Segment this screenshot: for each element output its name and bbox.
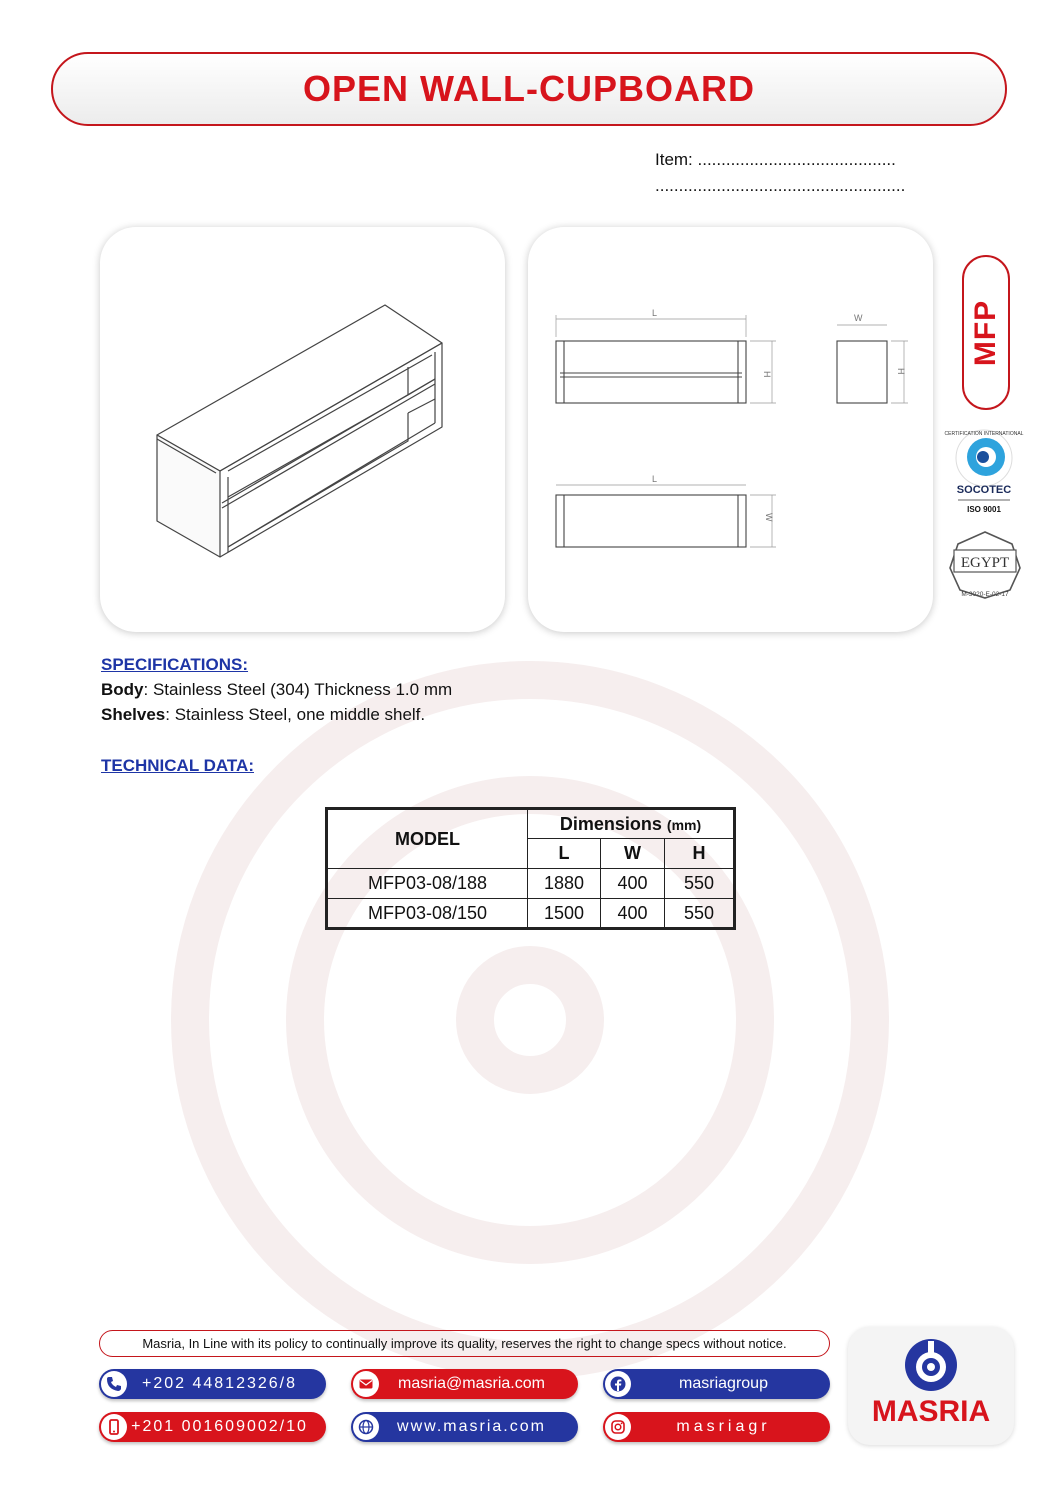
spec-shelves-label: Shelves (101, 705, 166, 724)
technical-data-table (325, 807, 736, 930)
dimensions-header (528, 809, 735, 839)
spec-shelves-text: : Stainless Steel, one middle shelf. (165, 705, 426, 724)
product-image-panel (100, 227, 505, 632)
length-cell: 1500 (528, 899, 601, 929)
col-header-length: L (528, 839, 601, 869)
instagram-icon (605, 1414, 631, 1440)
table-row (327, 869, 735, 899)
watermark-logo (150, 640, 910, 1400)
length-cell: 1880 (528, 869, 601, 899)
width-cell: 400 (601, 899, 665, 929)
website-url: www.masria.com (397, 1418, 546, 1435)
socotec-name: SOCOTEC (956, 484, 1012, 496)
model-cell: MFP03-08/188 (327, 869, 528, 899)
disclaimer-notice: Masria, In Line with its policy to continually improve its quality, reserves the right to change specs without notice. (99, 1330, 830, 1357)
technical-data-heading: TECHNICAL DATA: (101, 756, 254, 775)
model-cell: MFP03-08/150 (327, 899, 528, 929)
dim-label-length-top: L (652, 474, 658, 484)
width-cell: 400 (601, 869, 665, 899)
mobile-number: +201 001609002/10 (131, 1418, 308, 1435)
spec-body-text: : Stainless Steel (304) Thickness 1.0 mm (143, 680, 453, 699)
email-address: masria@masria.com (398, 1375, 545, 1392)
dim-label-width: W (854, 313, 863, 323)
facebook-handle: masriagroup (679, 1375, 768, 1392)
egypt-seal-name: EGYPT (960, 555, 1010, 571)
spec-body-label: Body (101, 680, 144, 699)
item-field-continuation: ..................................................... (655, 176, 906, 195)
page-title: OPEN WALL-CUPBOARD (303, 68, 755, 109)
email-icon (353, 1371, 379, 1397)
height-cell: 550 (665, 899, 735, 929)
masria-logo-icon (903, 1337, 959, 1393)
facebook-contact[interactable] (603, 1369, 830, 1399)
instagram-handle: masriagr (676, 1418, 771, 1435)
website-contact[interactable] (351, 1412, 578, 1442)
spec-body (101, 680, 452, 700)
title-banner (51, 52, 1007, 126)
mobile-phone-icon (101, 1414, 127, 1440)
instagram-contact[interactable] (603, 1412, 830, 1442)
cupboard-orthographic-drawing (528, 227, 933, 632)
globe-icon (353, 1414, 379, 1440)
iso-standard: ISO 9001 (967, 505, 1001, 514)
facebook-icon (605, 1371, 631, 1397)
technical-drawing-panel (528, 227, 933, 632)
col-header-width: W (601, 839, 665, 869)
mfp-brand-text: MFP (969, 299, 1003, 366)
socotec-iso-certification-badge (944, 422, 1024, 518)
socotec-ring-text: CERTIFICATION INTERNATIONAL (944, 431, 1024, 437)
dimensions-unit: (mm) (666, 816, 702, 833)
phone-icon (101, 1371, 127, 1397)
height-cell: 550 (665, 869, 735, 899)
email-contact[interactable] (351, 1369, 578, 1399)
phone-contact[interactable] (99, 1369, 326, 1399)
dim-label-length: L (652, 308, 658, 318)
spec-shelves (101, 705, 425, 725)
dim-label-height: H (762, 371, 772, 378)
item-field: Item: .......................................... (655, 150, 896, 169)
dimensions-label: Dimensions (559, 813, 662, 834)
model-column-header: MODEL (327, 809, 528, 869)
table-row (327, 899, 735, 929)
masria-wordmark: MASRIA (871, 1395, 991, 1428)
egypt-seal-code: M-3020-E-02-17 (961, 591, 1009, 598)
dim-label-width-top: W (764, 513, 774, 522)
phone-number: +202 44812326/8 (141, 1375, 297, 1392)
cupboard-isometric-drawing (100, 227, 505, 632)
egypt-quality-seal (946, 530, 1024, 602)
mfp-brand-badge (962, 255, 1010, 410)
dim-label-height-side: H (896, 368, 906, 375)
masria-logo (848, 1327, 1014, 1445)
specifications-heading: SPECIFICATIONS: (101, 655, 249, 674)
mobile-contact[interactable] (99, 1412, 326, 1442)
col-header-height: H (665, 839, 735, 869)
